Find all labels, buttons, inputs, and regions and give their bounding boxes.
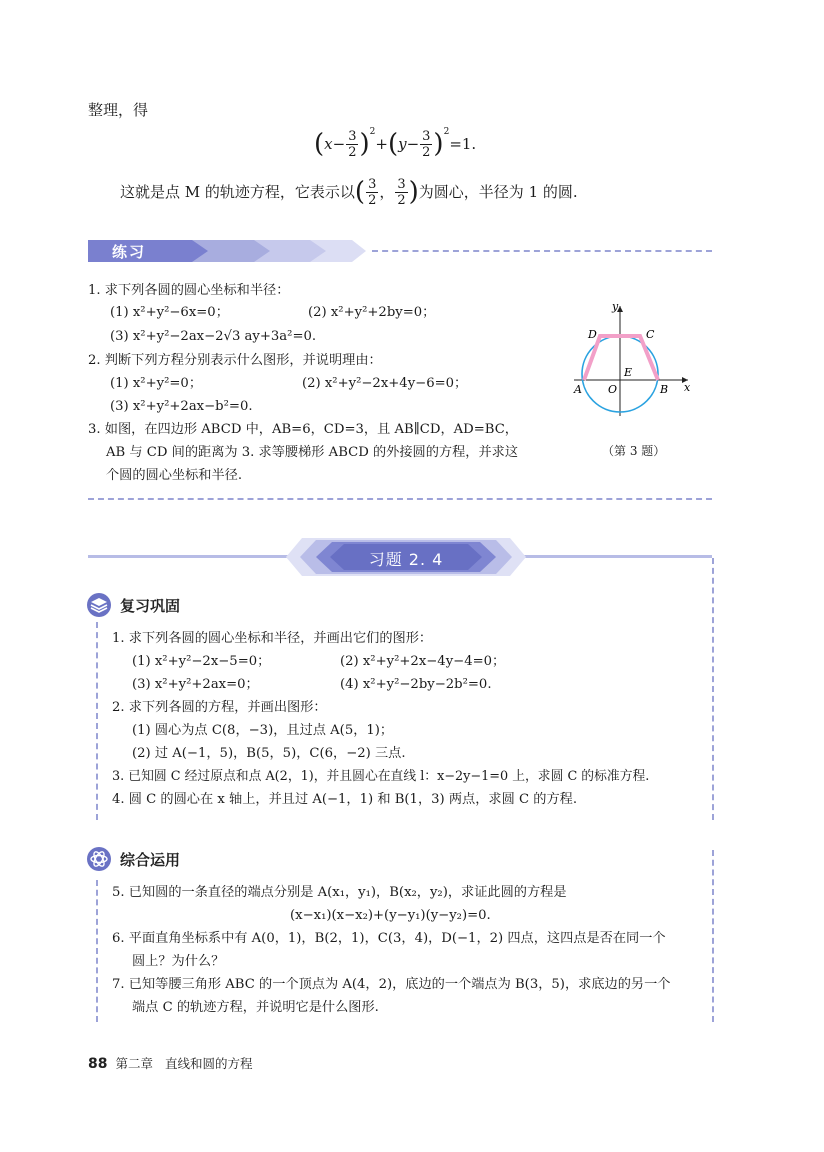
label-e: E — [624, 366, 633, 379]
label-b: B — [660, 383, 669, 396]
review-e2-1: (1) 圆心为点 C(8，−3)，且过点 A(5，1)； — [132, 723, 394, 738]
review-e1-2: (2) x²+y²+2x−4y−4=0； — [340, 654, 506, 669]
exercise-title: 习题 2. 4 — [368, 550, 444, 569]
practice-q2: 2. 判断下列方程分别表示什么图形，并说明理由： — [88, 353, 382, 368]
review-e1-1: (1) x²+y²−2x−5=0； — [132, 654, 271, 669]
label-o: O — [608, 383, 618, 396]
practice-q2-1: (1) x²+y²=0； — [110, 376, 203, 391]
apply-e7-line1: 7. 已知等腰三角形 ABC 的一个顶点为 A(4，2)，底边的一个端点为 B(3，5)，求底边的另一个 — [112, 977, 671, 992]
practice-q1: 1. 求下列各圆的圆心坐标和半径： — [88, 283, 290, 298]
practice-q2-3: (3) x²+y²+2ax−b²=0. — [110, 399, 253, 414]
exercise-frame-right-top — [712, 558, 714, 820]
review-e3: 3. 已知圆 C 经过原点和点 A(2，1)，并且圆心在直线 l：x−2y−1=0 上，求圆 C 的标准方程. — [112, 769, 650, 784]
practice-q1-1: (1) x²+y²−6x=0； — [110, 305, 229, 320]
result-equation: ( x− $\frac{3}{2}$ ) $^2$ + ( y− $\frac{3}{2}$ ) $^2$ =1. — [314, 127, 477, 160]
apply-e5-equation: (x−x₁)(x−x₂)+(y−y₁)(y−y₂)=0. — [290, 908, 491, 923]
conclusion-line: 这就是点 M 的轨迹方程，它表示以 ( $\frac{3}{2}$ ， $\frac{3}{2}$ ) 为圆心，半径为 1 的圆. — [120, 176, 578, 208]
figure-caption: （第 3 题） — [602, 444, 666, 458]
layers-icon — [86, 592, 112, 618]
exercise-frame-left-bottom — [96, 880, 98, 1022]
exercise-frame-left-top — [96, 622, 98, 820]
apply-e6-line2: 圆上？为什么？ — [132, 954, 225, 969]
atom-icon — [86, 846, 112, 872]
label-a: A — [574, 383, 582, 396]
practice-q3-line1: 3. 如图，在四边形 ABCD 中，AB=6，CD=3，且 AB∥CD，AD=BC， — [88, 422, 518, 437]
review-heading: 复习巩固 — [120, 597, 181, 615]
exercise-rule-right — [520, 555, 712, 558]
apply-e7-line2: 端点 C 的轨迹方程，并说明它是什么图形. — [132, 1000, 379, 1015]
apply-e5: 5. 已知圆的一条直径的端点分别是 A(x₁，y₁)，B(x₂，y₂)，求证此圆的方程是 — [112, 885, 567, 900]
page-number: 88 — [88, 1056, 108, 1072]
label-c: C — [646, 328, 655, 341]
practice-q3-line2: AB 与 CD 间的距离为 3. 求等腰梯形 ABCD 的外接圆的方程，并求这 — [106, 445, 519, 460]
label-x: x — [684, 381, 691, 394]
exercise-banner — [286, 538, 526, 576]
footer-chapter: 第二章 — [115, 1056, 153, 1071]
review-e1-4: (4) x²+y²−2by−2b²=0. — [340, 677, 492, 692]
review-e1: 1. 求下列各圆的圆心坐标和半径，并画出它们的图形： — [112, 631, 433, 646]
exercise-frame-right-bottom — [712, 850, 714, 1022]
footer-title: 直线和圆的方程 — [165, 1056, 253, 1071]
practice-q1-2: (2) x²+y²+2by=0； — [308, 305, 436, 320]
apply-e6-line1: 6. 平面直角坐标系中有 A(0，1)，B(2，1)，C(3，4)，D(−1，2) 四点，这四点是否在同一个 — [112, 931, 666, 946]
practice-q3-line3: 个圆的圆心坐标和半径. — [106, 468, 243, 483]
review-e2: 2. 求下列各圆的方程，并画出图形： — [112, 700, 327, 715]
practice-title: 练习 — [112, 243, 147, 261]
intro-text: 整理，得 — [88, 101, 149, 119]
practice-top-rule — [372, 250, 712, 252]
practice-banner — [88, 240, 368, 262]
apply-heading: 综合运用 — [120, 851, 181, 869]
exercise-rule-left — [88, 555, 292, 558]
label-d: D — [588, 328, 597, 341]
review-e4: 4. 圆 C 的圆心在 x 轴上，并且过 A(−1，1) 和 B(1，3) 两点，求圆 C 的方程. — [112, 792, 578, 807]
trapezoid-abcd — [584, 336, 658, 380]
practice-q1-3: (3) x²+y²−2ax−2√3 ay+3a²=0. — [110, 329, 317, 344]
practice-bottom-rule — [88, 498, 712, 500]
trapezoid-figure — [568, 298, 698, 466]
label-y: y — [612, 300, 619, 313]
page-footer — [88, 1054, 253, 1072]
practice-q2-2: (2) x²+y²−2x+4y−6=0； — [302, 376, 468, 391]
review-e1-3: (3) x²+y²+2ax=0； — [132, 677, 259, 692]
review-e2-2: (2) 过 A(−1，5)，B(5，5)，C(6，−2) 三点. — [132, 746, 406, 761]
